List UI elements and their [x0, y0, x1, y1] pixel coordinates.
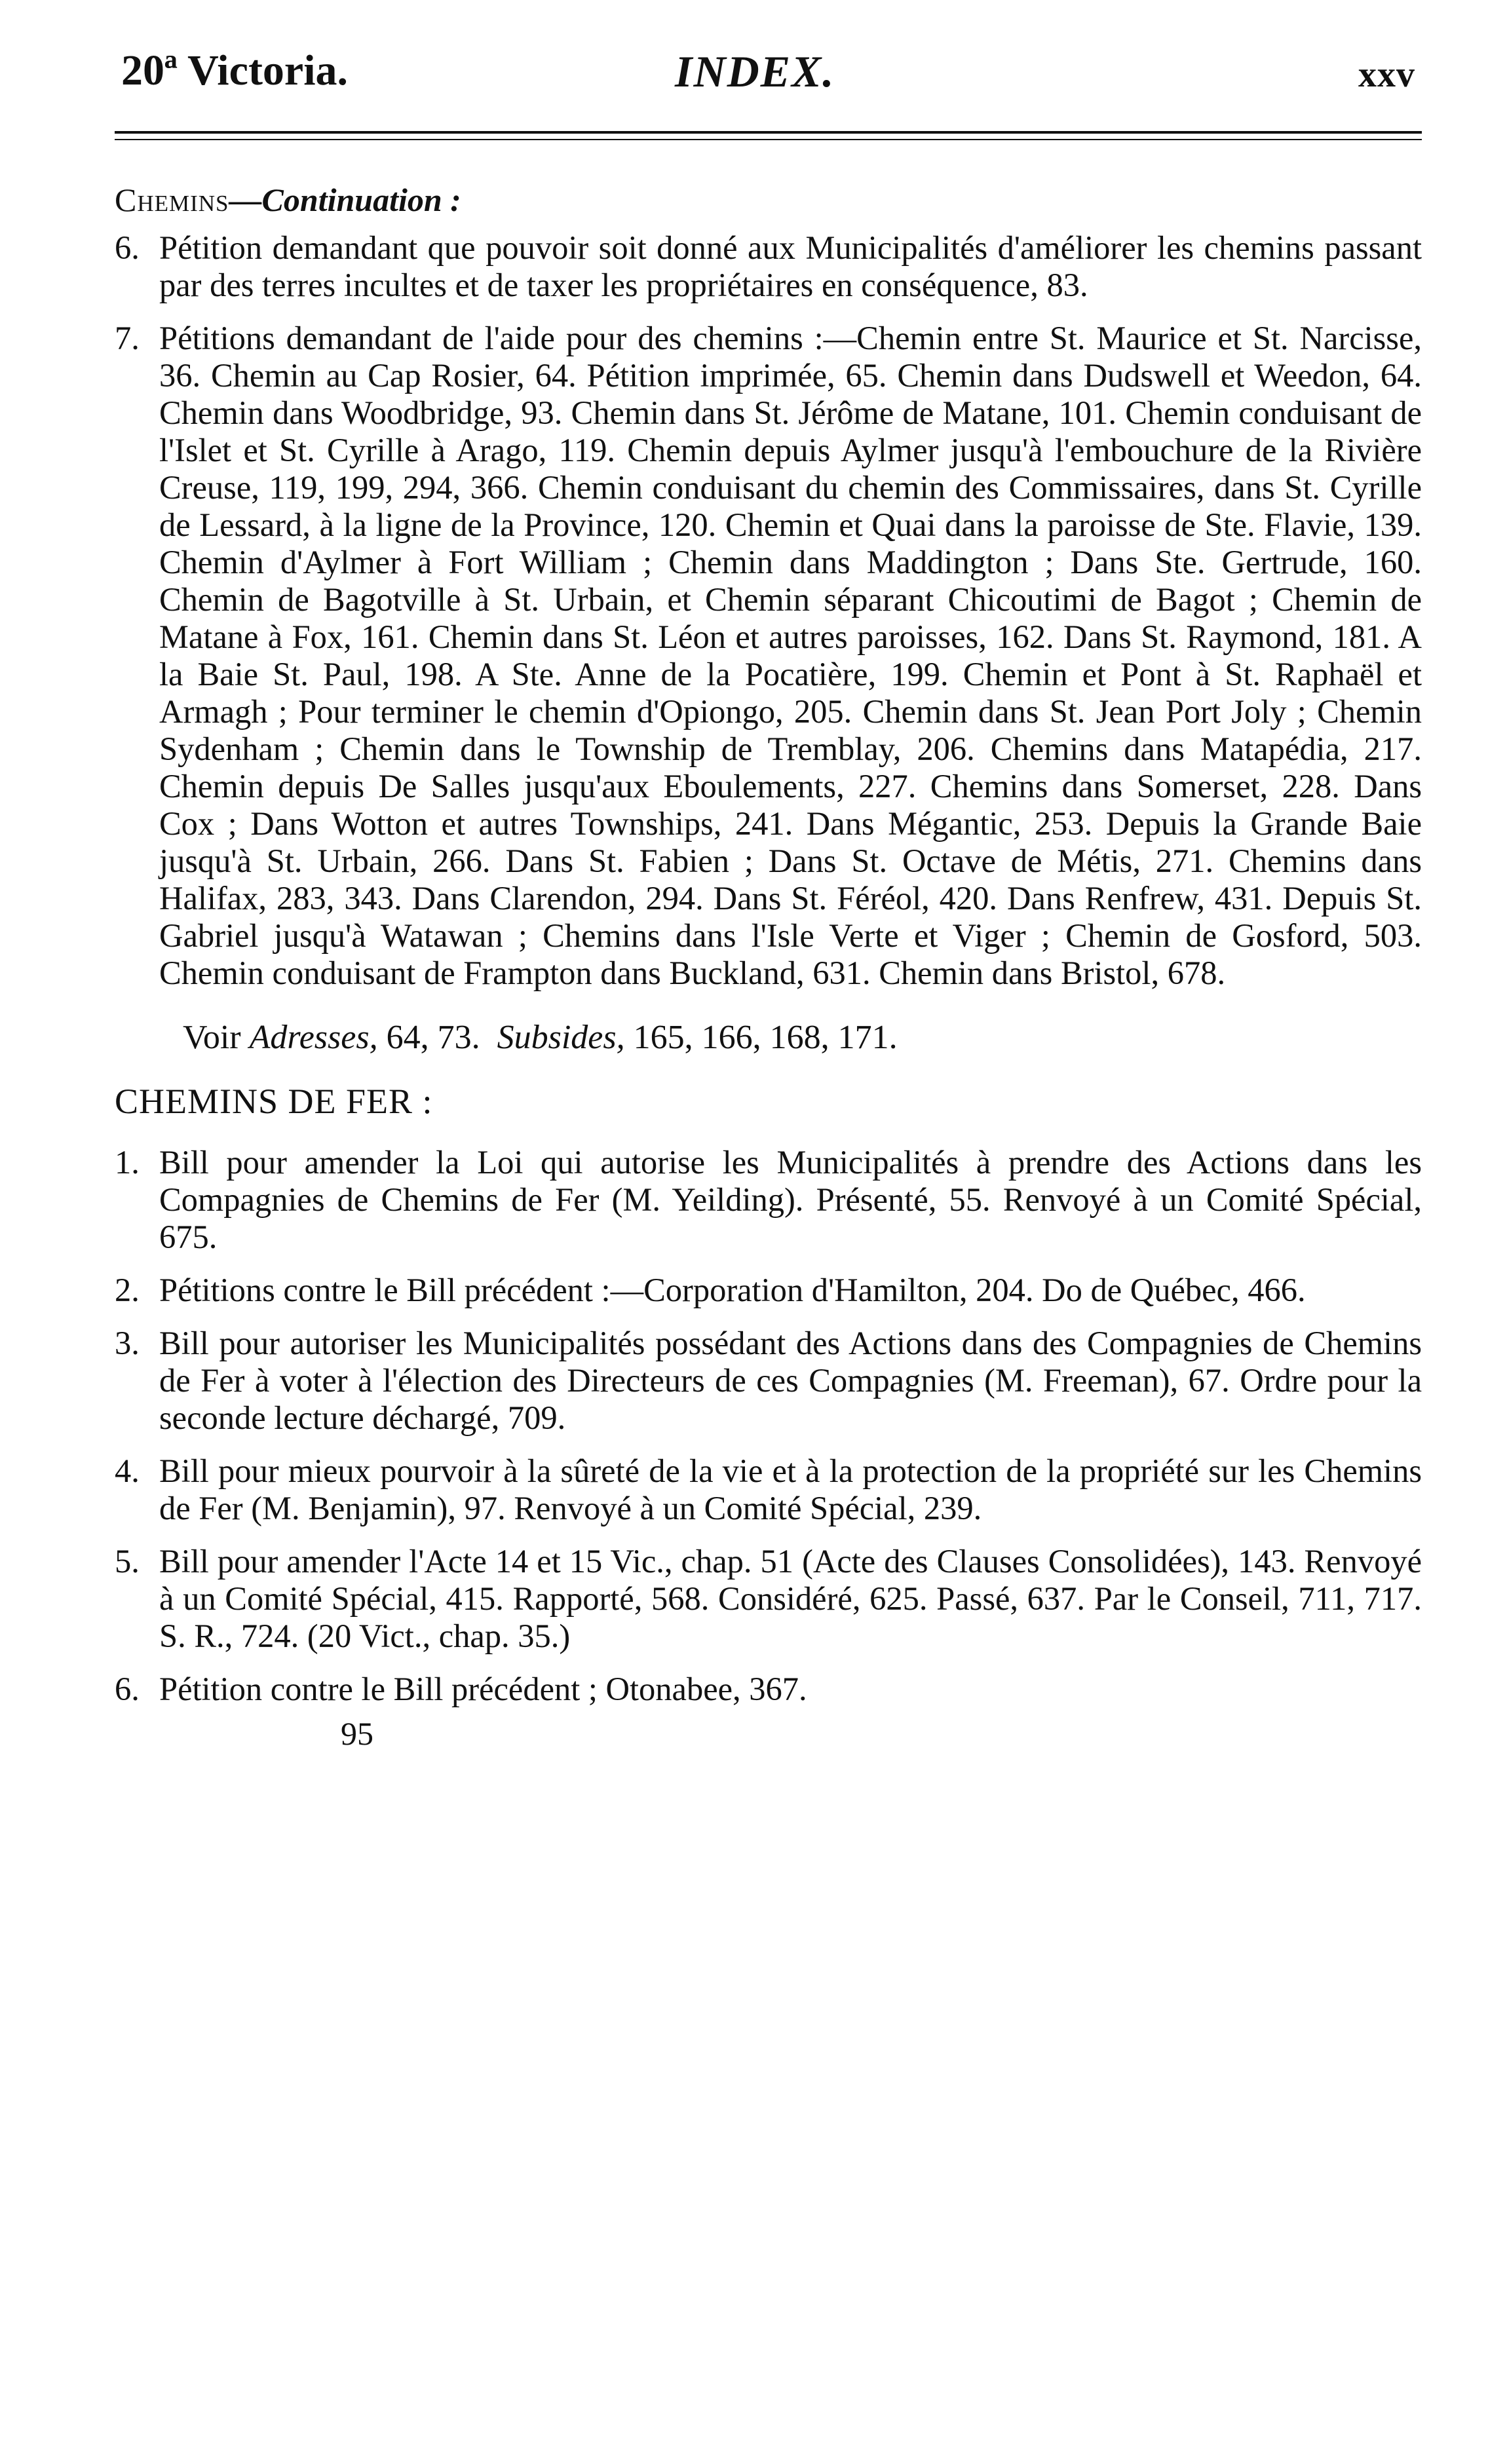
entry-text: Pétitions contre le Bill précédent :—Corporation d'Hamilton, 204. Do de Québec, 466. — [159, 1272, 1306, 1308]
entry-number: 2. — [115, 1272, 140, 1308]
see-also-ref-subsides-pages: 165, 166, 168, 171. — [633, 1019, 898, 1056]
header-page-number: xxv — [1358, 54, 1415, 95]
entry-text: Pétition contre le Bill précédent ; Otonabee, 367. — [159, 1671, 807, 1707]
entry-number: 6. — [115, 229, 140, 266]
header-double-rule — [115, 131, 1422, 140]
index-entry — [115, 1325, 1422, 1437]
index-entry — [115, 1452, 1422, 1527]
entry-number: 6. — [115, 1671, 140, 1707]
index-page — [115, 46, 1422, 1753]
index-entry — [115, 1144, 1422, 1256]
entry-text: Pétition demandant que pouvoir soit donné aux Municipalités d'améliorer les chemins passant par des terres incultes et de taxer les propriétaires en conséquence, 83. — [159, 229, 1422, 303]
index-entry — [115, 1272, 1422, 1309]
header-volume: 20ª Victoria. — [121, 47, 349, 94]
section-heading-chemins-continuation: —Continuation : — [229, 181, 461, 218]
entry-text: Bill pour amender la Loi qui autorise les Municipalités à prendre des Actions dans les Compagnies de Chemins de Fer (M. Yeilding). Présenté, 55. Renvoyé à un Comité Spécial, 675. — [159, 1144, 1422, 1255]
index-entry — [115, 320, 1422, 992]
entry-text: Bill pour autoriser les Municipalités possédant des Actions dans des Compagnies de Chemins de Fer à voter à l'élection des Directeurs de ces Compagnies (M. Freeman), 67. Ordre pour la seconde lecture déchargé, 709. — [159, 1325, 1422, 1436]
running-header — [115, 46, 1422, 118]
index-entry — [115, 1543, 1422, 1655]
entry-number: 5. — [115, 1543, 140, 1580]
see-also-ref-adresses-pages: 64, 73. — [386, 1019, 480, 1056]
section-heading-chemins — [115, 181, 1422, 219]
entry-text: Bill pour amender l'Acte 14 et 15 Vic., chap. 51 (Acte des Clauses Consolidées), 143. Renvoyé à un Comité Spécial, 415. Rapporté, 568. Considéré, 625. Passé, 637. Par le Conseil, 711, 717. S. R., 724. (20 Vict., chap. 35.) — [159, 1543, 1422, 1654]
entry-text: Bill pour mieux pourvoir à la sûreté de la vie et à la protection de la propriété sur les Chemins de Fer (M. Benjamin), 97. Renvoyé à un Comité Spécial, 239. — [159, 1452, 1422, 1526]
entry-text: Pétitions demandant de l'aide pour des chemins :—Chemin entre St. Maurice et St. Narcisse, 36. Chemin au Cap Rosier, 64. Pétition imprimée, 65. Chemin dans Dudswell et Weedon, 64. Chemin dans Woodbridge, 93. Chemin dans St. Jérôme de Matane, 101. Chemin conduisant de l'Islet et St. Cyrille à Arago, 119. Chemin depuis Aylmer jusqu'à l'embouchure de la Rivière Creuse, 119, 199, 294, 366. Chemin conduisant du chemin des Commissaires, dans St. Cyrille de Lessard, à la ligne de la Province, 120. Chemin et Quai dans la paroisse de Ste. Flavie, 139. Chemin d'Aylmer à Fort William ; Chemin dans Maddington ; Dans Ste. Gertrude, 160. Chemin de Bagotville à St. Urbain, et Chemin séparant Chicoutimi de Bagot ; Chemin de Matane à Fox, 161. Chemin dans St. Léon et autres paroisses, 162. Dans St. Raymond, 181. A la Baie St. Paul, 198. A Ste. Anne de la Pocatière, 199. Chemin et Pont à St. Raphaël et Armagh ; Pour terminer le chemin d'Opiongo, 205. Chemin dans St. Jean Port Joly ; Chemin Sydenham ; Chemin dans le Township de Tremblay, 206. Chemins dans Matapédia, 217. Chemin depuis De Salles jusqu'aux Eboulements, 227. Chemins dans Somerset, 228. Dans Cox ; Dans Wotton et autres Townships, 241. Dans Mégantic, 253. Depuis la Grande Baie jusqu'à St. Urbain, 266. Dans St. Fabien ; Dans St. Octave de Métis, 271. Chemins dans Halifax, 283, 343. Dans Clarendon, 294. Dans St. Féréol, 420. Dans Renfrew, 431. Depuis St. Gabriel jusqu'à Watawan ; Chemins dans l'Isle Verte et Viger ; Chemin de Gosford, 503. Chemin conduisant de Frampton dans Buckland, 631. Chemin dans Bristol, 678. — [159, 320, 1422, 991]
see-also-ref-subsides: Subsides, — [497, 1019, 625, 1056]
section-heading-chemins-label: Chemins — [115, 181, 229, 218]
see-also-reference — [115, 1018, 1422, 1057]
entry-number: 4. — [115, 1452, 140, 1489]
header-title: INDEX. — [675, 47, 835, 96]
see-also-label: Voir — [183, 1019, 241, 1056]
entry-number: 1. — [115, 1144, 140, 1181]
index-entry — [115, 229, 1422, 304]
entry-number: 7. — [115, 320, 140, 356]
index-entry — [115, 1671, 1422, 1708]
entry-number: 3. — [115, 1325, 140, 1361]
see-also-ref-adresses: Adresses, — [249, 1019, 378, 1056]
section-heading-chemins-de-fer: CHEMINS DE FER : — [115, 1082, 433, 1121]
printer-signature-mark: 95 — [341, 1715, 373, 1752]
